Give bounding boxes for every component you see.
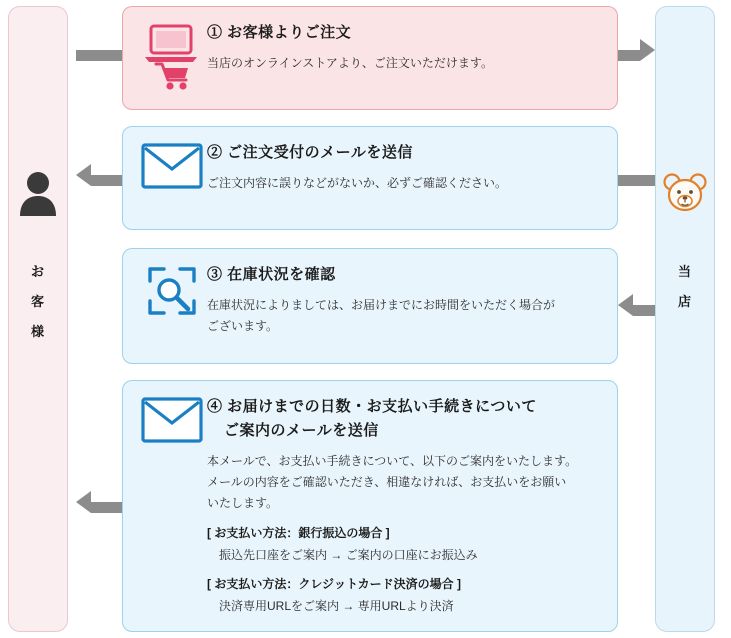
step-card-1-body: [207, 19, 603, 74]
column-shop-label: [678, 257, 692, 317]
payment-method-heading: [ お支払い方法：銀行振込の場合 ]: [207, 526, 390, 540]
step-card-4-body: [207, 393, 603, 618]
arrow-step1-to-shop: [618, 50, 640, 61]
arrow-head-left: [618, 294, 633, 316]
arrow-head-left: [76, 491, 91, 513]
arrow-shop-to-step3: [633, 305, 655, 316]
label-char: お: [30, 264, 45, 279]
arrow-head-left: [76, 164, 91, 186]
step-card-4-title-line2: ご案内のメールを送信: [224, 422, 379, 439]
step-card-1-text: 当店のオンラインストアより、ご注文いただけます。: [207, 56, 493, 70]
envelope-icon: [137, 393, 207, 443]
label-char: 店: [677, 294, 692, 309]
stock-search-icon: [137, 261, 207, 317]
arrow-shop-to-step2: [618, 175, 655, 186]
arrow-customer-to-step1: [76, 50, 122, 61]
arrow-step4-to-customer: [91, 502, 122, 513]
person-icon: [17, 163, 59, 223]
bear-mascot-icon: [662, 163, 708, 223]
envelope-icon: [137, 139, 207, 189]
step-card-2-title: ② ご注文受付のメールを送信: [207, 144, 413, 161]
step-card-4-text: 本メールで、お支払い手続きについて、以下のご案内をいたします。: [207, 454, 578, 468]
payment-method-heading: [ お支払い方法：クレジットカード決済の場合 ]: [207, 577, 462, 591]
label-char: 客: [30, 294, 45, 309]
step-card-3-text: 在庫状況によりましては、お届けまでにお時間をいただく場合が: [207, 298, 556, 312]
arrow-step2-to-customer: [91, 175, 122, 186]
step-card-2-text: ご注文内容に誤りなどがないか、必ずご確認ください。: [207, 176, 508, 190]
column-customer: [8, 6, 68, 632]
step-card-1[interactable]: [122, 6, 618, 110]
step-card-1-title: ① お客様よりご注文: [207, 24, 352, 41]
column-shop: [655, 6, 715, 632]
step-card-3-body: [207, 261, 603, 337]
step-card-2[interactable]: [122, 126, 618, 230]
laptop-cart-icon: [137, 19, 207, 91]
step-card-2-body: [207, 139, 603, 194]
step-card-4-title: [207, 395, 603, 443]
column-customer-label: [31, 257, 45, 347]
step-card-4-text: メールの内容をご確認いただき、相違なければ、お支払いをお願い: [207, 475, 567, 489]
arrow-head-right: [640, 39, 655, 61]
payment-method-detail: 振込先口座をご案内 → ご案内の口座にお振込み: [219, 548, 478, 562]
step-card-3[interactable]: [122, 248, 618, 364]
step-card-3-text: ございます。: [207, 319, 279, 333]
payment-method-detail: 決済専用URLをご案内 → 専用URLより決済: [219, 599, 454, 613]
step-card-3-title: ③ 在庫状況を確認: [207, 266, 336, 283]
step-card-4[interactable]: [122, 380, 618, 632]
step-card-4-text: いたします。: [207, 496, 279, 510]
step-card-4-title-line1: ④ お届けまでの日数・お支払い手続きについて: [207, 398, 537, 415]
label-char: 様: [30, 324, 45, 339]
label-char: 当: [677, 264, 692, 279]
